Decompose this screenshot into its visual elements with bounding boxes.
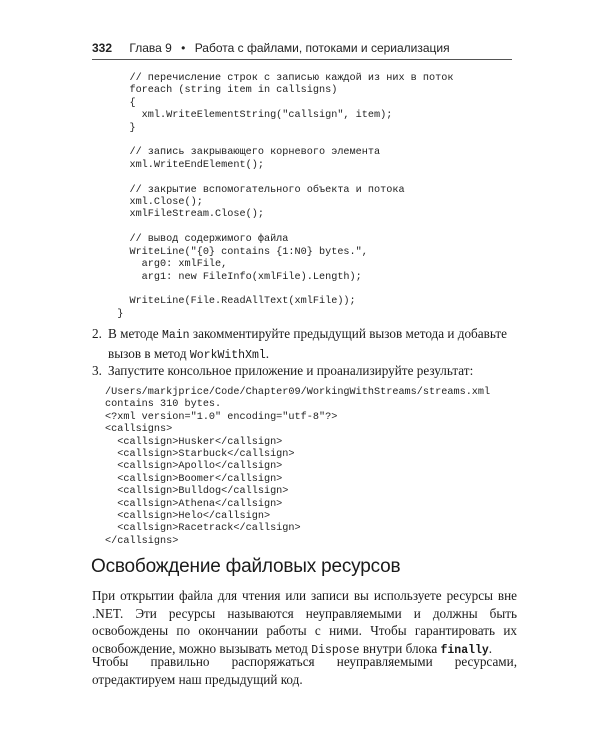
list-item-number: 2. [92, 326, 102, 341]
inline-code-workwithxml: WorkWithXml [189, 348, 266, 362]
inline-code-dispose: Dispose [311, 643, 360, 657]
list-item-number: 3. [92, 363, 102, 378]
page-number: 332 [92, 41, 113, 55]
page-header [92, 41, 512, 55]
paragraph-2: Чтобы правильно распоряжаться неуправляемыми ресурсами, отредактируем наш предыдущий код. [92, 654, 517, 687]
code-block-1: // перечисление строк с записью каждой из них в поток foreach (string item in callsigns) { xml.WriteElementString("callsign", item); } // запись закрывающего корневого элемента xml.WriteEndElement(); // закрытие вспомогательного объекта и потока xml.Close(); xmlFileStream.Close(); // вывод содержимого файла WriteLine("{0} contains {1:N0} bytes.", arg0: xmlFile, arg1: new FileInfo(xmlFile).Length); WriteLine(File.ReadAllText(xmlFile)); } [117, 73, 454, 320]
list-item-2 [92, 325, 517, 364]
list-item-3 [92, 362, 517, 380]
chapter-label: Глава 9 [129, 41, 172, 55]
header-rule [92, 59, 512, 60]
list-item-text: В методе Main закомментируйте предыдущий вызов метода и добавьте вызов в метод WorkWithXml. [108, 326, 507, 362]
inline-code-finally: finally [440, 643, 489, 657]
inline-code-main: Main [161, 329, 190, 342]
code-block-2: /Users/markjprice/Code/Chapter09/WorkingWithStreams/streams.xml contains 310 bytes. <?xml version="1.0" encoding="utf-8"?> <callsigns> <callsign>Husker</callsign> <callsign>Starbuck</callsign> <callsign>Apollo</callsign> <callsign>Boomer</callsign> <callsign>Bulldog</callsign> <callsign>Athena</callsign> <callsign>Helo</callsign> <callsign>Racetrack</callsign> </callsigns> [105, 387, 491, 547]
chapter-title: Работа с файлами, потоками и сериализация [194, 41, 450, 55]
list-item-text: Запустите консольное приложение и проанализируйте результат: [108, 363, 474, 378]
paragraph-1: При открытии файла для чтения или записи вы используете ресурсы вне .NET. Эти ресурсы называются неуправляемыми и должны быть освобождены по окончании работы с ними. Чтобы гарантировать их освобождение, можно вызывать метод Dispose внутри блока finally. [92, 588, 517, 657]
section-heading: Освобождение файловых ресурсов [91, 556, 401, 577]
header-separator: • [181, 41, 186, 55]
